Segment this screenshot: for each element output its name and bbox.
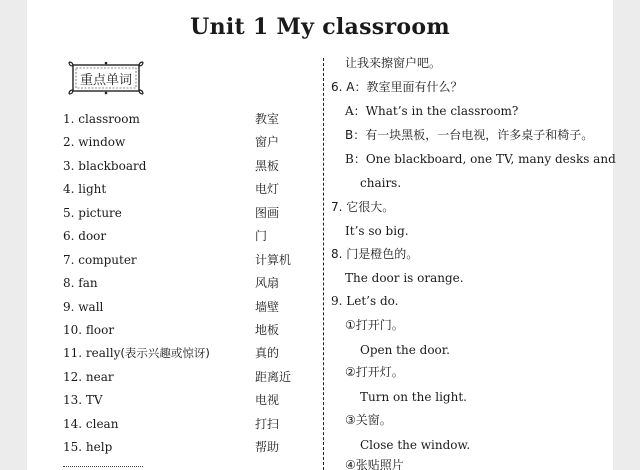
vocab-row xyxy=(63,132,325,152)
vocab-chinese: 黑板 xyxy=(255,159,280,173)
vocab-chinese: 打扫 xyxy=(255,417,280,431)
sentence-line: The door is orange. xyxy=(345,271,464,285)
vocab-row xyxy=(63,414,325,434)
vocab-english: 4. light xyxy=(63,182,107,196)
vocab-english: 13. TV xyxy=(63,393,103,407)
sentence-line-clipped: ④张贴照片 xyxy=(345,458,404,470)
vocab-row xyxy=(63,109,325,129)
vocab-english: 15. help xyxy=(63,440,113,454)
vocab-english: 1. classroom xyxy=(63,112,140,126)
sentence-line: Close the window. xyxy=(360,438,471,452)
vocab-row xyxy=(63,226,325,246)
vocab-row xyxy=(63,390,325,410)
vocab-chinese: 窗户 xyxy=(255,135,280,149)
vocab-chinese: 电视 xyxy=(255,393,280,407)
vocab-chinese: 风扇 xyxy=(255,276,280,290)
vocab-english: 7. computer xyxy=(63,253,137,267)
sentence-line: Turn on the light. xyxy=(360,390,467,404)
sentence-line: 让我来擦窗户吧。 xyxy=(345,56,442,70)
vocab-english: 3. blackboard xyxy=(63,159,147,173)
vocab-chinese: 地板 xyxy=(255,323,280,337)
sentence-line: B：有一块黑板，一台电视，许多桌子和椅子。 xyxy=(345,128,594,142)
sentence-line: ③关窗。 xyxy=(345,413,392,427)
vocab-row xyxy=(63,250,325,270)
vocab-english: 6. door xyxy=(63,229,107,243)
vocab-chinese: 距离近 xyxy=(255,370,292,384)
sentence-line: A：What’s in the classroom? xyxy=(345,104,519,118)
next-section-badge-clipped xyxy=(63,464,153,470)
sentence-line: 6. A：教室里面有什么？ xyxy=(331,80,463,94)
sentence-line: 7. 它很大。 xyxy=(331,200,395,214)
vocab-chinese: 计算机 xyxy=(255,253,292,267)
vocab-chinese: 帮助 xyxy=(255,440,280,454)
vocab-chinese: 电灯 xyxy=(255,182,280,196)
vocab-english: 10. floor xyxy=(63,323,115,337)
vocab-english-with-note xyxy=(63,343,210,363)
vocab-chinese: 图画 xyxy=(255,206,280,220)
vocab-english: 2. window xyxy=(63,135,126,149)
vocab-row xyxy=(63,297,325,317)
vocab-row xyxy=(63,437,325,457)
section-badge-label: 重点单词 xyxy=(79,73,132,88)
vocab-chinese: 墙壁 xyxy=(255,300,280,314)
sentence-line: ①打开门。 xyxy=(345,318,404,332)
vocab-row xyxy=(63,156,325,176)
sentence-line: ②打开灯。 xyxy=(345,365,404,379)
vocab-english: 5. picture xyxy=(63,206,122,220)
sentence-line: B：One blackboard, one TV, many desks and xyxy=(345,152,616,166)
vocab-row xyxy=(63,343,325,363)
vocab-row xyxy=(63,367,325,387)
sentence-line: It’s so big. xyxy=(345,224,409,238)
sentence-line: Open the door. xyxy=(360,343,450,357)
vocab-chinese: 门 xyxy=(255,229,268,243)
vocab-chinese: 教室 xyxy=(255,112,280,126)
column-divider xyxy=(323,58,324,470)
vocab-english: 9. wall xyxy=(63,300,104,314)
sentence-line: 8. 门是橙色的。 xyxy=(331,247,419,261)
sentence-line: chairs. xyxy=(360,176,402,190)
vocab-note: (表示兴趣或惊讶) xyxy=(120,346,210,360)
vocab-row xyxy=(63,273,325,293)
vocab-row xyxy=(63,320,325,340)
vocab-row xyxy=(63,179,325,199)
section-badge xyxy=(67,60,145,96)
vocab-english: 11. really xyxy=(63,346,121,360)
vocab-english: 12. near xyxy=(63,370,114,384)
vocab-english: 14. clean xyxy=(63,417,119,431)
sentence-line: 9. Let’s do. xyxy=(331,294,399,308)
vocab-english: 8. fan xyxy=(63,276,98,290)
page-title: Unit 1 My classroom xyxy=(190,14,450,40)
vocab-chinese: 真的 xyxy=(255,346,280,360)
document-page xyxy=(27,0,616,470)
vocab-row xyxy=(63,203,325,223)
